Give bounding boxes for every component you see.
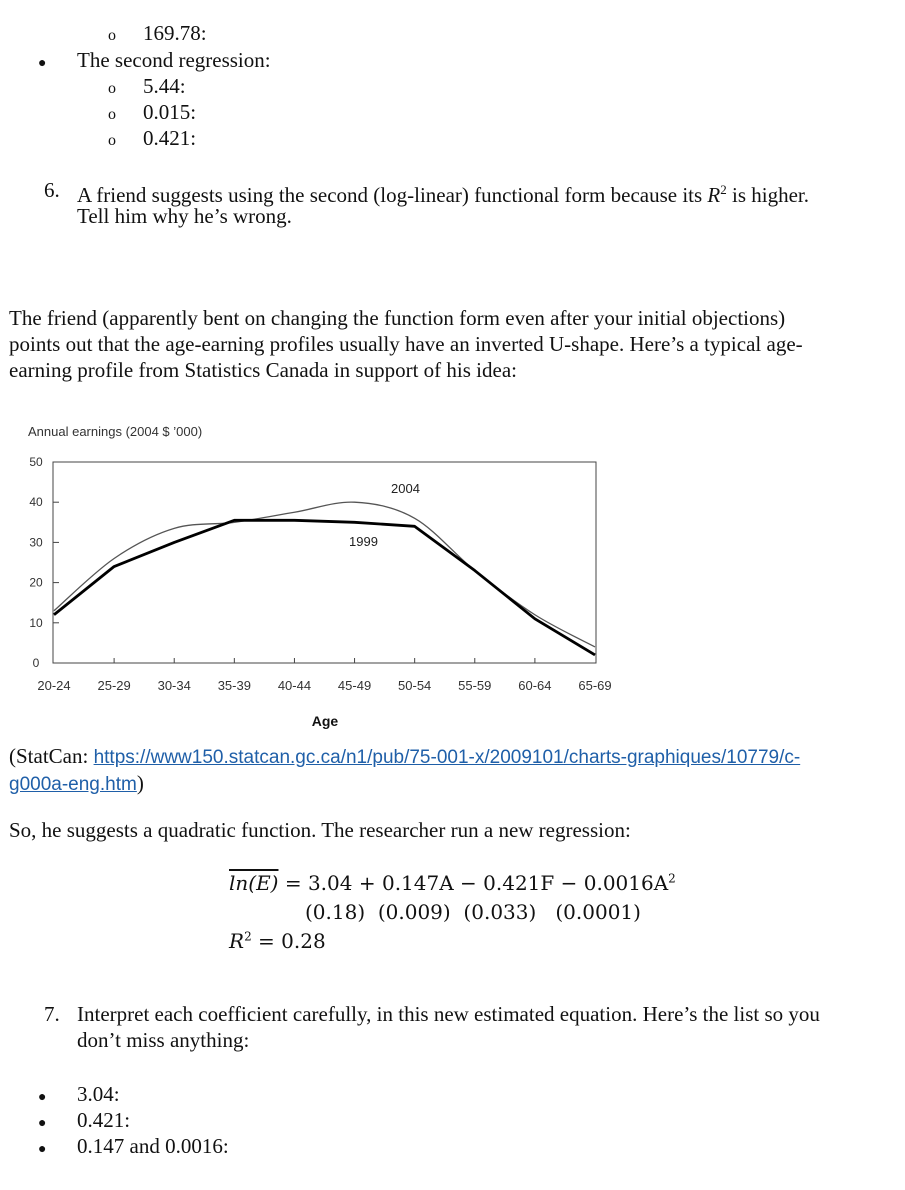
y-tick-label: 50 — [29, 455, 43, 469]
list-item: The second regression: — [77, 48, 271, 72]
x-tick-label: 50-54 — [398, 678, 432, 693]
equation-superscript: 2 — [668, 871, 676, 886]
x-tick-label: 25-29 — [97, 678, 131, 693]
x-tick-label: 35-39 — [217, 678, 251, 693]
r-symbol: R — [707, 183, 721, 207]
sub-bullet-icon: o — [108, 132, 116, 149]
y-tick-label: 0 — [32, 656, 40, 670]
x-axis-label: Age — [311, 713, 339, 729]
question-text: don’t miss anything: — [77, 1028, 250, 1052]
chart-title: Annual earnings (2004 $ ’000) — [28, 424, 203, 439]
series-line-1999 — [54, 520, 595, 655]
sub-bullet-icon: o — [108, 27, 116, 44]
y-tick-label: 10 — [29, 615, 43, 630]
source-line — [9, 770, 144, 798]
source-line — [9, 743, 800, 771]
y-tick-label: 40 — [29, 495, 43, 510]
bullet-icon: ● — [38, 1142, 47, 1157]
list-item: 169.78: — [143, 21, 207, 45]
plot-frame — [53, 462, 596, 663]
source-link-continued[interactable]: g000a-eng.htm — [9, 774, 137, 795]
r-squared-superscript: 2 — [244, 929, 252, 944]
sub-bullet-icon: o — [108, 106, 116, 123]
y-tick-label: 20 — [29, 575, 43, 590]
paragraph-line: The friend (apparently bent on changing the function form even after your initial objections) — [9, 306, 786, 330]
standard-errors: (0.18) (0.009) (0.033) (0.0001) — [305, 900, 641, 924]
series-lines — [54, 502, 595, 655]
bullet-icon: ● — [38, 1116, 47, 1131]
list-item: 0.015: — [143, 100, 197, 124]
question-text: Interpret each coefficient carefully, in this new estimated equation. Here’s the list so you — [77, 1002, 820, 1026]
series-line-2004 — [54, 502, 595, 647]
x-tick-label: 40-44 — [277, 678, 312, 693]
x-tick-label: 20-24 — [37, 678, 71, 693]
bullet-icon: ● — [38, 1090, 47, 1105]
question-text-part: A friend suggests using the second (log-linear) functional form because its — [77, 183, 708, 207]
list-item: 0.147 and 0.0016: — [77, 1134, 229, 1158]
question-number: 7. — [44, 1002, 60, 1026]
series-label-1999: 1999 — [349, 534, 378, 549]
source-prefix: (StatCan: — [9, 744, 94, 768]
source-suffix: ) — [136, 771, 144, 795]
x-tick-label: 65-69 — [578, 678, 612, 693]
x-tick-label: 55-59 — [458, 678, 492, 693]
superscript: 2 — [720, 182, 727, 197]
equation-lhs: ln(E) — [229, 871, 279, 895]
y-tick-label: 30 — [29, 535, 43, 550]
regression-equation — [229, 871, 676, 895]
source-link[interactable]: https://www150.statcan.gc.ca/n1/pub/75-001-x/2009101/charts-graphiques/10779/c- — [93, 747, 801, 768]
list-item: 0.421: — [77, 1108, 131, 1132]
question-number: 6. — [44, 178, 60, 202]
list-item: 0.421: — [143, 126, 197, 150]
list-item: 3.04: — [77, 1082, 120, 1106]
r-squared-value: = 0.28 — [251, 929, 326, 953]
paragraph-line: So, he suggests a quadratic function. The researcher run a new regression: — [9, 818, 631, 842]
earnings-chart — [0, 415, 640, 740]
x-tick-label: 60-64 — [518, 678, 552, 693]
paragraph-line: earning profile from Statistics Canada in support of his idea: — [9, 358, 517, 382]
x-tick-label: 30-34 — [157, 678, 191, 693]
list-item: 5.44: — [143, 74, 186, 98]
bullet-icon: ● — [38, 56, 47, 71]
x-tick-label: 45-49 — [337, 678, 372, 693]
y-axis — [29, 455, 59, 670]
equation-rhs: = 3.04 + 0.147A − 0.421F − 0.0016A — [284, 871, 669, 895]
r-squared-label: R — [229, 929, 245, 953]
r-squared — [229, 929, 326, 953]
question-text-part: is higher. — [726, 183, 809, 207]
sub-bullet-icon: o — [108, 80, 116, 97]
paragraph-line: points out that the age-earning profiles usually have an inverted U-shape. Here’s a typical age- — [9, 332, 803, 356]
question-text: Tell him why he’s wrong. — [77, 204, 292, 228]
series-label-2004: 2004 — [391, 481, 420, 496]
